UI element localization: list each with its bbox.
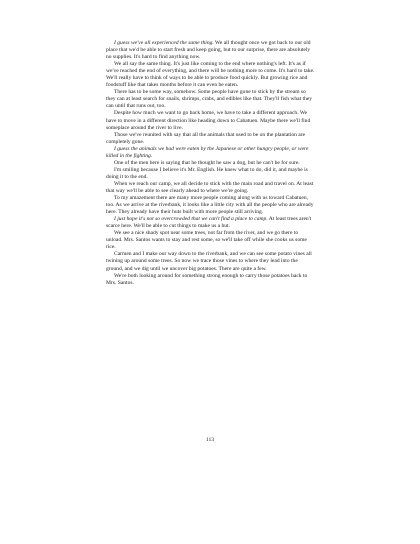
paragraph bbox=[106, 40, 316, 61]
paragraph-text: We're both looking around for something strong enough to carry those potatoes back to Mrs. Santos. bbox=[106, 272, 308, 286]
paragraph bbox=[106, 216, 316, 230]
page-number: 113 bbox=[205, 437, 215, 443]
italic-thought: I guess we've all experienced the same thing. bbox=[114, 40, 214, 46]
paragraph-text: I'm smiling because I believe it's Mr. English. He knew what to do, did it, and maybe is doing it to the end. bbox=[106, 166, 308, 180]
paragraph-text: Those we've reunited with say that all the animals that used to be on the plantation are completely gone. bbox=[106, 131, 306, 145]
paragraph-text: At least trees aren't scarce here. We'll be able to cut things to make us a hut. bbox=[106, 216, 312, 230]
paragraph bbox=[106, 167, 316, 181]
paragraph bbox=[106, 132, 316, 146]
paragraph-text: There has to be some way, somehow. Some people have gone to stick by the stream so they can at least search for snails, shrimps, crabs, and edibles like that. They'll fish what they can until that runs out, too. bbox=[106, 89, 313, 110]
paragraph bbox=[106, 195, 316, 216]
paragraph-text: To my amazement there are many more people coming along with us toward Cabatuen, too. As we arrive at the riverbank, it looks like a little city with all the people who are already here. They already have their huts built with more people still arriving. bbox=[106, 195, 314, 216]
italic-thought: I guess the animals we had were eaten by the Japanese or other hungry people, or were killed in the fighting. bbox=[106, 145, 309, 159]
paragraph bbox=[106, 61, 316, 89]
paragraph-text: We all say the same thing. It's just like coming to the end where nothing's left. It's as if we've reached the end of everything, and there will be nothing more to come. It's hard to take. We'll really have to think of ways to be able to produce food quickly. But growing rice and foodstuff like that takes months before it can even be eaten. bbox=[106, 61, 315, 89]
body-text bbox=[106, 40, 316, 287]
paragraph-text: When we reach our camp, we all decide to stick with the main road and travel on. At least that way we'll be able to see clearly ahead to where we're going. bbox=[106, 180, 314, 194]
paragraph bbox=[106, 181, 316, 195]
italic-thought: I just hope it's not so overcrowded that we can't find a place to camp. bbox=[114, 216, 268, 223]
paragraph-text: We see a nice shady spot near some trees, not far from the river, and we go there to unload. Mrs. Santos wants to stay and rest some, so we'll take off while she cooks us some rice. bbox=[106, 230, 307, 251]
paragraph bbox=[106, 273, 316, 287]
paragraph-text: Carmen and I make our way down to the riverbank, and we can see some potato vines all twining up around some trees. So now we trace those vines to where they lead into the ground, and we dig until we uncover big potatoes. There are quite a few. bbox=[106, 251, 312, 272]
paragraph bbox=[106, 110, 316, 131]
paragraph-text: One of the men here is saying that he thought he saw a dog, but he can't be for sure. bbox=[114, 159, 300, 166]
paragraph bbox=[106, 230, 316, 251]
paragraph-text: We all thought once we got back to our old place that we'd be able to start fresh and keep going, but to our surprise, there are absolutely no supplies. It's hard to find anything now. bbox=[106, 40, 311, 61]
paragraph bbox=[106, 89, 316, 110]
paragraph bbox=[106, 160, 316, 167]
paragraph bbox=[106, 251, 316, 272]
paragraph-text: Despite how much we want to go back home, we have to take a different approach. We have to move in a different direction like heading down to Cabatuen. Maybe there we'll find someplace around the river to live. bbox=[106, 110, 311, 131]
paragraph bbox=[106, 146, 316, 160]
